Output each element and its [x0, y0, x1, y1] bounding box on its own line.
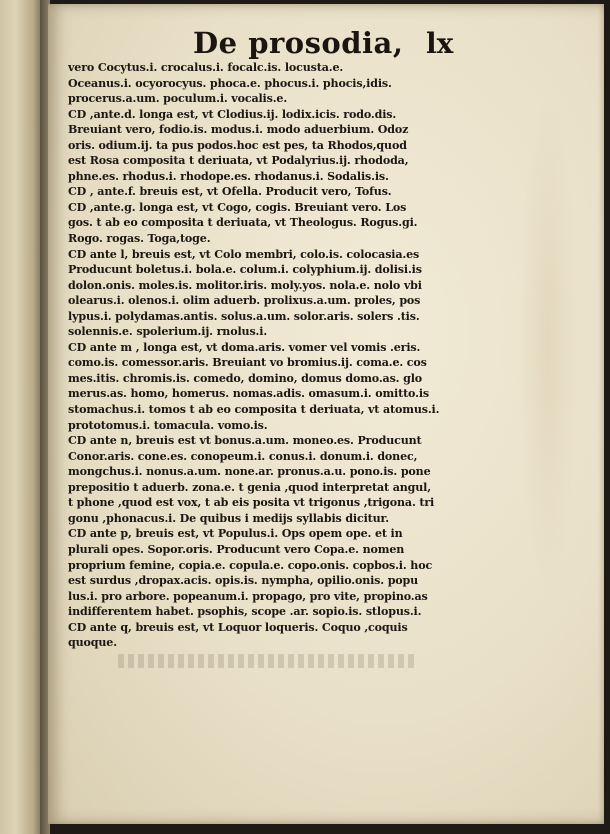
text-line: como.is. comessor.aris. Breuiant vo bromius.ij. coma.e. cos [68, 356, 427, 370]
text-line: CD ,ante.d. longa est, vt Clodius.ij. lodix.icis. rodo.dis. [68, 107, 397, 121]
body-text [68, 60, 478, 651]
text-line: dolon.onis. moles.is. molitor.iris. moly.yos. nola.e. nolo vbi [68, 278, 422, 292]
book-page [48, 4, 604, 824]
text-line: est Rosa composita t deriuata, vt Podalyrius.ij. rhododa, [68, 154, 409, 168]
folio-number: lx [426, 27, 454, 60]
text-line: phne.es. rhodus.i. rhodope.es. rhodanus.i. Sodalis.is. [68, 169, 389, 183]
text-line: lypus.i. polydamas.antis. solus.a.um. solor.aris. solers .tis. [68, 309, 420, 323]
text-line: oris. odium.ij. ta pus podos.hoc est pes, ta Rhodos,quod [68, 138, 407, 152]
page-header [48, 24, 604, 64]
text-line: t phone ,quod est vox, t ab eis posita vt trigonus ,trigona. tri [68, 496, 435, 510]
text-line: Conor.aris. cone.es. conopeum.i. conus.i. donum.i. donec, [68, 449, 418, 463]
text-line: CD , ante.f. breuis est, vt Ofella. Producit vero, Tofus. [68, 185, 392, 199]
text-line: procerus.a.um. poculum.i. vocalis.e. [68, 92, 288, 106]
text-line: mongchus.i. nonus.a.um. none.ar. pronus.a.u. pono.is. pone [68, 465, 431, 479]
text-line: plurali opes. Sopor.oris. Producunt vero Copa.e. nomen [68, 542, 405, 556]
text-line: gonu ,phonacus.i. De quibus i medijs syllabis dicitur. [68, 511, 389, 525]
text-line: Breuiant vero, fodio.is. modus.i. modo aduerbium. Odoz [68, 123, 409, 137]
paper-stain [518, 94, 578, 594]
text-line: stomachus.i. tomos t ab eo composita t deriuata, vt atomus.i. [68, 403, 440, 417]
text-line: gos. t ab eo composita t deriuata, vt Theologus. Rogus.gi. [68, 216, 418, 230]
text-line: merus.as. homo, homerus. nomas.adis. omasum.i. omitto.is [68, 387, 429, 401]
text-line: olearus.i. olenos.i. olim aduerb. prolixus.a.um. proles, pos [68, 294, 421, 308]
text-line: CD ante n, breuis est vt bonus.a.um. moneo.es. Producunt [68, 434, 422, 448]
text-line: prototomus.i. tomacula. vomo.is. [68, 418, 268, 432]
show-through-text [118, 654, 418, 668]
text-line: Rogo. rogas. Toga,toge. [68, 232, 211, 246]
text-line: est surdus ,dropax.acis. opis.is. nympha, opilio.onis. popu [68, 574, 419, 588]
text-line: Producunt boletus.i. bola.e. colum.i. colyphium.ij. dolisi.is [68, 263, 422, 277]
text-line: indifferentem habet. psophis, scope .ar. sopio.is. stlopus.i. [68, 605, 422, 619]
text-line: mes.itis. chromis.is. comedo, domino, domus domo.as. glo [68, 371, 423, 385]
text-line: prepositio t aduerb. zona.e. t genia ,quod interpretat angul, [68, 480, 431, 494]
text-line: proprium femine, copia.e. copula.e. copo.onis. copbos.i. hoc [68, 558, 433, 572]
text-line: lus.i. pro arbore. popeanum.i. propago, pro vite, propino.as [68, 589, 428, 603]
text-line: CD ante q, breuis est, vt Loquor loqueris. Coquo ,coquis [68, 620, 408, 634]
text-line: CD ante l, breuis est, vt Colo membri, colo.is. colocasia.es [68, 247, 420, 261]
left-page-edge [0, 0, 44, 834]
text-line: Oceanus.i. ocyorocyus. phoca.e. phocus.i. phocis,idis. [68, 76, 392, 90]
text-line: CD ante m , longa est, vt doma.aris. vomer vel vomis .eris. [68, 340, 421, 354]
text-line: CD ante p, breuis est, vt Populus.i. Ops opem ope. et in [68, 527, 403, 541]
text-line: solennis.e. spolerium.ij. rnolus.i. [68, 325, 268, 339]
running-title: De prosodia, [193, 26, 404, 60]
text-line: quoque. [68, 636, 117, 650]
text-line: vero Cocytus.i. crocalus.i. focalc.is. locusta.e. [68, 61, 344, 74]
text-line: CD ,ante.g. longa est, vt Cogo, cogis. Breuiant vero. Los [68, 200, 407, 214]
